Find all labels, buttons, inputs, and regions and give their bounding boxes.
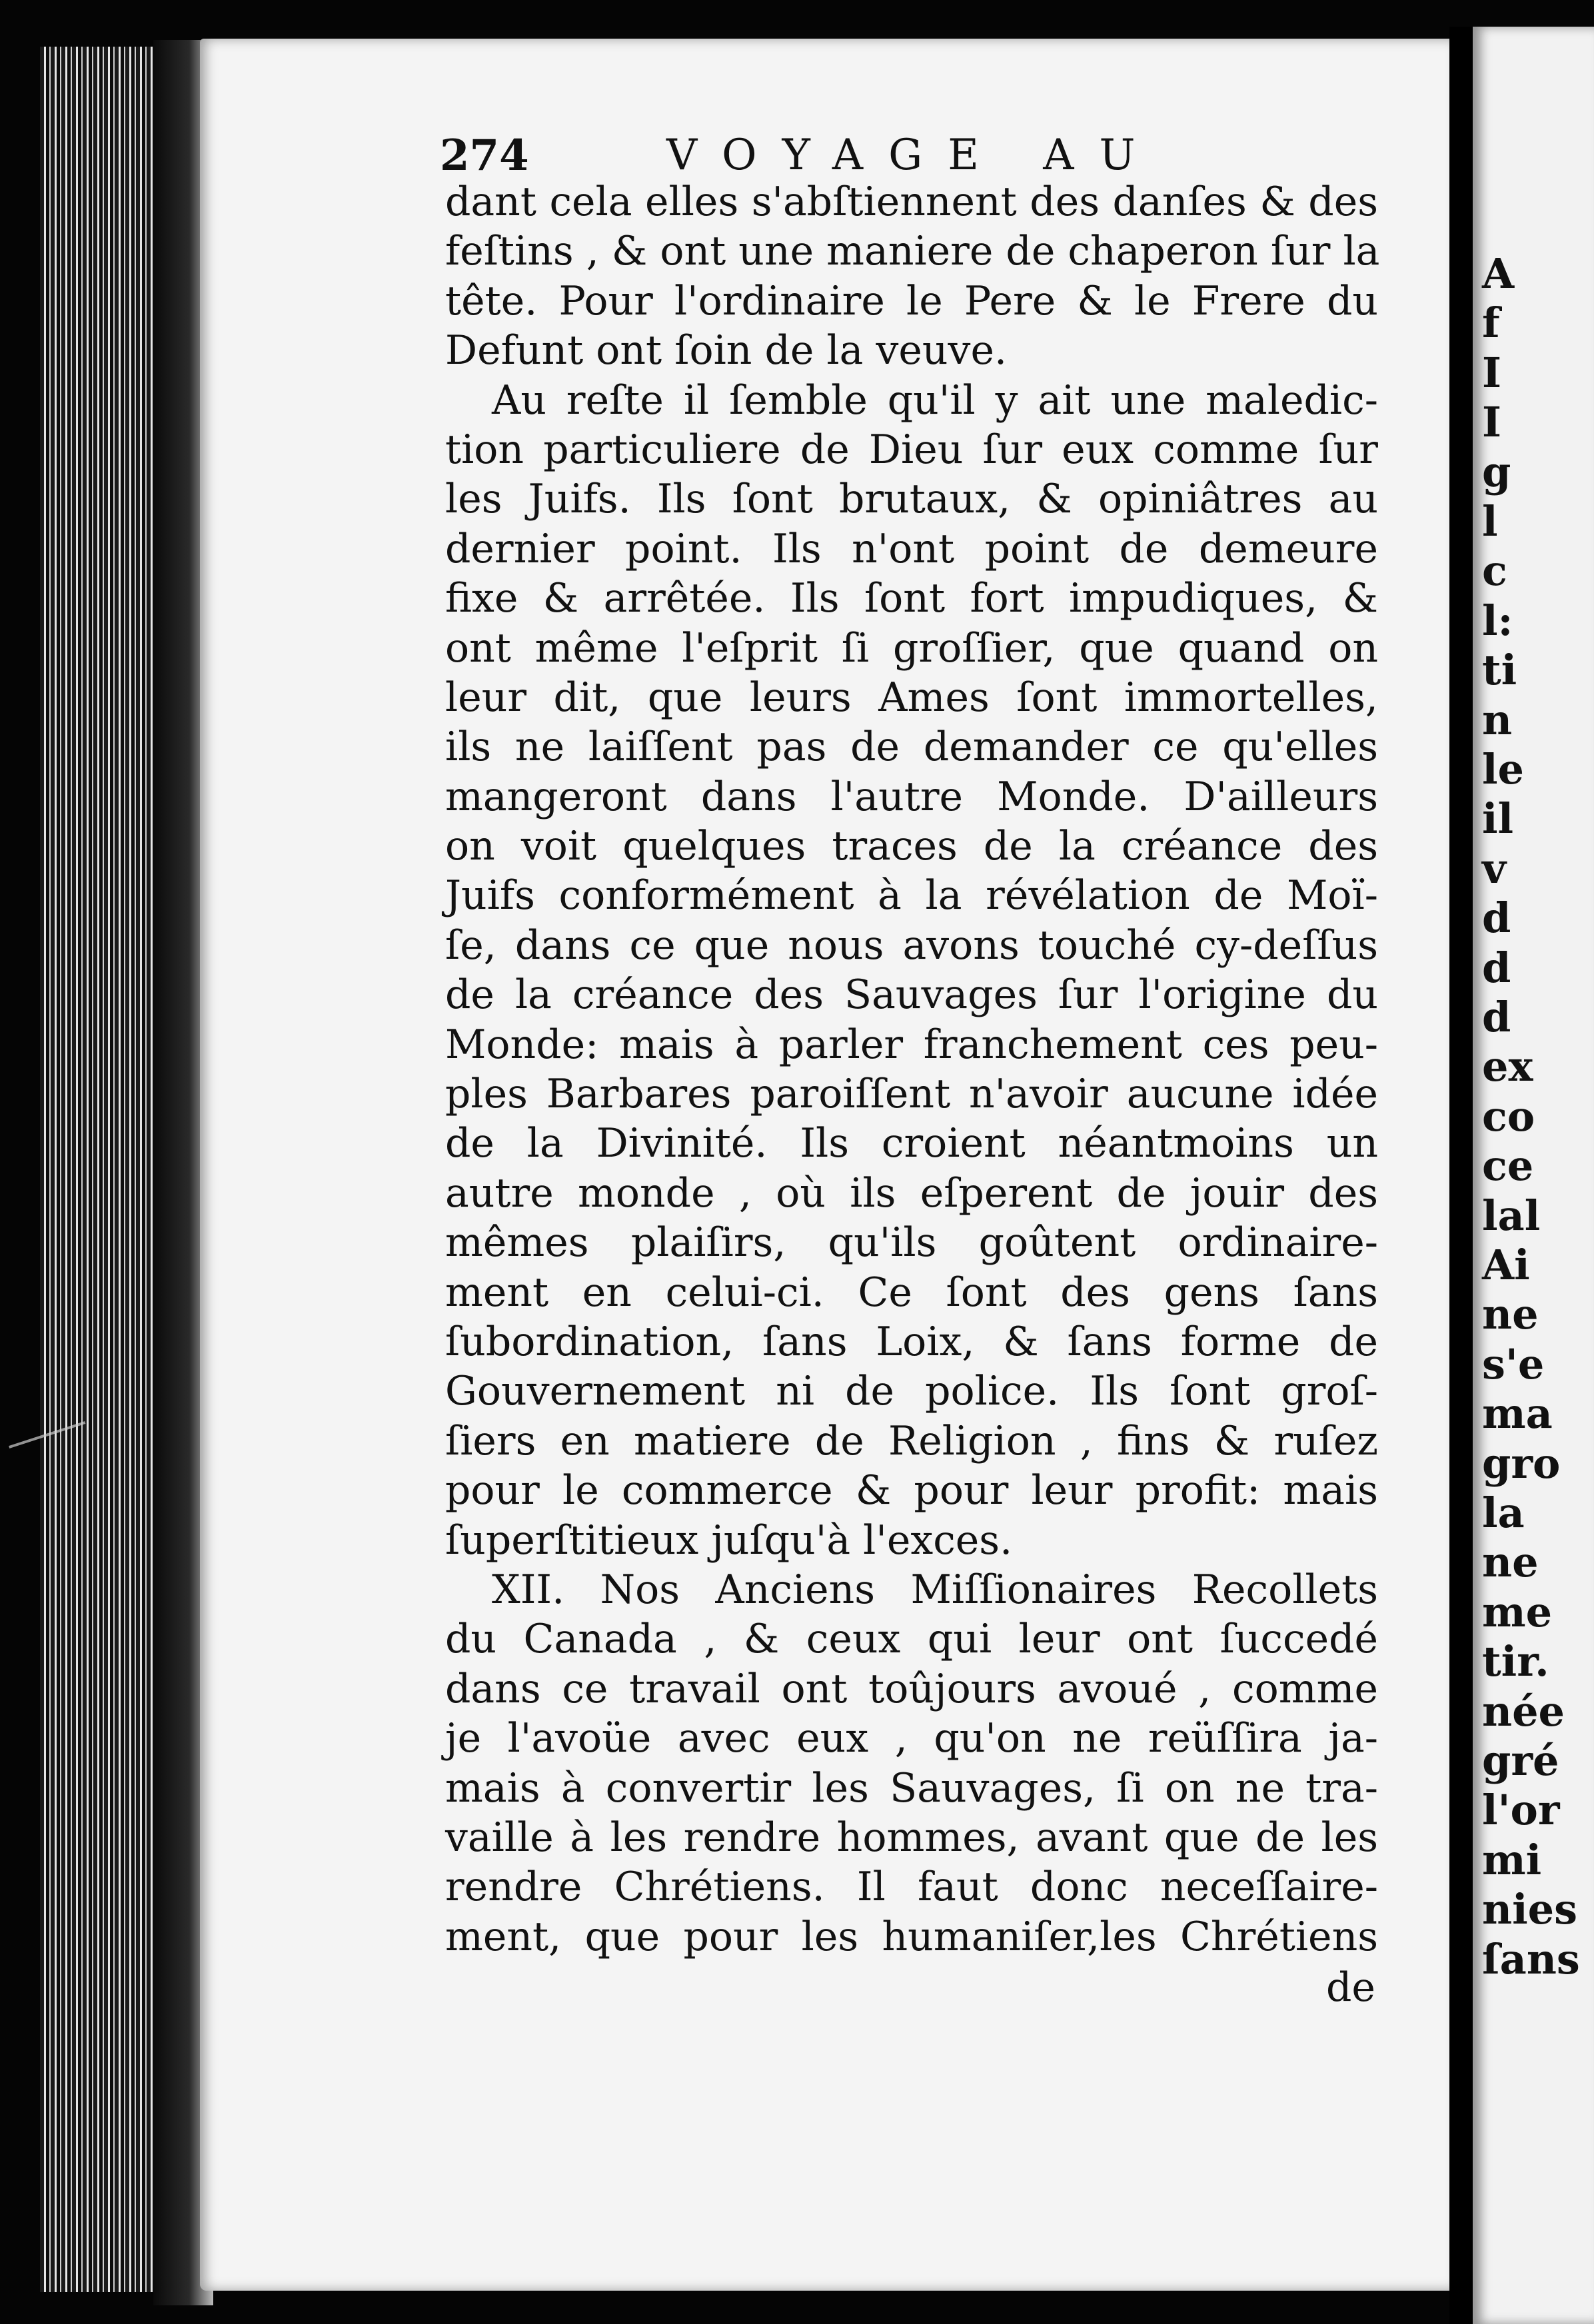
facing-page-line: ſans bbox=[1482, 1934, 1580, 1984]
facing-page-line: née bbox=[1482, 1686, 1565, 1736]
facing-page-line: l'or bbox=[1482, 1786, 1560, 1835]
text-line: ſe, dans ce que nous avons touché cy-deſſus bbox=[445, 921, 1378, 969]
text-line: dans ce travail ont toûjours avoué , comme bbox=[445, 1665, 1378, 1712]
text-line: Gouvernement ni de police. Ils ſont groſ- bbox=[445, 1368, 1378, 1415]
facing-page-line: nies bbox=[1482, 1885, 1577, 1934]
text-line: de la Divinité. Ils croient néantmoins un bbox=[445, 1120, 1378, 1167]
text-line: dant cela elles s'abſtiennent des danſes & des bbox=[445, 179, 1378, 225]
facing-page-line: la bbox=[1482, 1488, 1525, 1537]
text-line: tion particuliere de Dieu ſur eux comme ſur bbox=[445, 426, 1378, 473]
text-line: Au reſte il ſemble qu'il y ait une maledic- bbox=[492, 376, 1378, 424]
running-title: VOYAGE AU bbox=[666, 131, 1161, 180]
facing-page-line: ne bbox=[1482, 1290, 1539, 1339]
text-line: tête. Pour l'ordinaire le Pere & le Frere du bbox=[445, 277, 1378, 324]
facing-page-line: d bbox=[1482, 893, 1511, 943]
facing-page-line: s'e bbox=[1482, 1339, 1545, 1389]
facing-page-line: il bbox=[1482, 794, 1514, 844]
text-line: ples Barbares paroiſſent n'avoir aucune idée bbox=[445, 1071, 1378, 1118]
facing-page-line: d bbox=[1482, 993, 1511, 1041]
facing-page-line: lal bbox=[1482, 1191, 1541, 1240]
text-line: du Canada , & ceux qui leur ont ſuccedé bbox=[445, 1616, 1378, 1663]
facing-page-line: me bbox=[1482, 1587, 1553, 1636]
facing-page-line: Ai bbox=[1482, 1241, 1530, 1289]
facing-page-line: c bbox=[1482, 546, 1507, 596]
facing-page-line: I bbox=[1482, 398, 1502, 447]
text-line: Monde: mais à parler franchement ces peu- bbox=[445, 1021, 1378, 1068]
facing-page-line: g bbox=[1482, 447, 1511, 496]
page-number: 274 bbox=[440, 131, 529, 181]
facing-page-line: l: bbox=[1482, 596, 1513, 645]
facing-page-line: I bbox=[1482, 348, 1502, 397]
text-line: ſiers en matiere de Religion , fins & ruſez bbox=[445, 1417, 1378, 1464]
text-line: ment en celui-ci. Ce ſont des gens ſans bbox=[445, 1269, 1378, 1316]
text-line: rendre Chrétiens. Il faut donc neceſſaire- bbox=[445, 1864, 1378, 1911]
text-line: ils ne laiſſent pas de demander ce qu'elles bbox=[445, 724, 1378, 771]
text-line: leur dit, que leurs Ames ſont immortelles, bbox=[445, 674, 1378, 721]
facing-page-line: v bbox=[1482, 844, 1507, 893]
facing-page-line: A bbox=[1482, 249, 1515, 298]
facing-page-line: le bbox=[1482, 745, 1524, 794]
facing-page-line: ex bbox=[1482, 1042, 1533, 1091]
facing-page-line: n bbox=[1482, 695, 1513, 744]
text-line: on voit quelques traces de la créance des bbox=[445, 823, 1378, 870]
text-line: de la créance des Sauvages ſur l'origine du bbox=[445, 971, 1378, 1019]
text-line: Juifs conformément à la révélation de Moï- bbox=[445, 872, 1378, 919]
facing-page-line: ti bbox=[1482, 646, 1517, 695]
facing-page-line: co bbox=[1482, 1091, 1535, 1141]
text-line: autre monde , où ils eſperent de jouir des bbox=[445, 1169, 1378, 1217]
text-line: les Juifs. Ils ſont brutaux, & opiniâtres au bbox=[445, 476, 1378, 523]
text-line: dernier point. Ils n'ont point de demeure bbox=[445, 525, 1378, 572]
text-line: ont même l'eſprit ſi groſſier, que quand on bbox=[445, 624, 1378, 672]
facing-page-line: d bbox=[1482, 943, 1511, 992]
facing-page-fragment bbox=[1473, 27, 1594, 2324]
text-line: pour le commerce & pour leur profit: mais bbox=[445, 1467, 1378, 1514]
facing-page-line: gré bbox=[1482, 1736, 1559, 1785]
text-line: fixe & arrêtée. Ils ſont fort impudiques, & bbox=[445, 575, 1378, 622]
text-line: je l'avoüe avec eux , qu'on ne reüſſira ja- bbox=[445, 1715, 1378, 1762]
body-text bbox=[445, 177, 1378, 1962]
page-header bbox=[440, 131, 1386, 184]
facing-page-line: ce bbox=[1482, 1141, 1534, 1191]
catchword: de bbox=[1326, 1964, 1375, 2011]
text-line: Defunt ont ſoin de la veuve. bbox=[445, 327, 1008, 374]
text-line: ment, que pour les humaniſer,les Chrétiens bbox=[445, 1913, 1378, 1960]
text-line: mais à convertir les Sauvages, ſi on ne tra- bbox=[445, 1764, 1378, 1812]
text-line: mêmes plaiſirs, qu'ils goûtent ordinaire- bbox=[445, 1219, 1378, 1267]
text-line: vaille à les rendre hommes, avant que de les bbox=[445, 1814, 1378, 1861]
text-line: XII. Nos Anciens Miſſionaires Recollets bbox=[492, 1566, 1378, 1613]
book-gutter bbox=[1449, 27, 1476, 2324]
facing-page-line: ma bbox=[1482, 1389, 1553, 1439]
facing-page-line: f bbox=[1482, 298, 1500, 348]
facing-page-line: mi bbox=[1482, 1835, 1542, 1884]
facing-page-line: ne bbox=[1482, 1538, 1539, 1587]
text-line: mangeront dans l'autre Monde. D'ailleurs bbox=[445, 773, 1378, 820]
text-line: ſuperſtitieux juſqu'à l'exces. bbox=[445, 1516, 1013, 1564]
text-line: feſtins , & ont une maniere de chaperon ſur la bbox=[445, 228, 1380, 275]
facing-page-line: tir. bbox=[1482, 1637, 1549, 1686]
facing-page-line: l bbox=[1482, 497, 1498, 546]
text-line: ſubordination, ſans Loix, & ſans forme de bbox=[445, 1318, 1378, 1365]
facing-page-line: gro bbox=[1482, 1439, 1561, 1488]
